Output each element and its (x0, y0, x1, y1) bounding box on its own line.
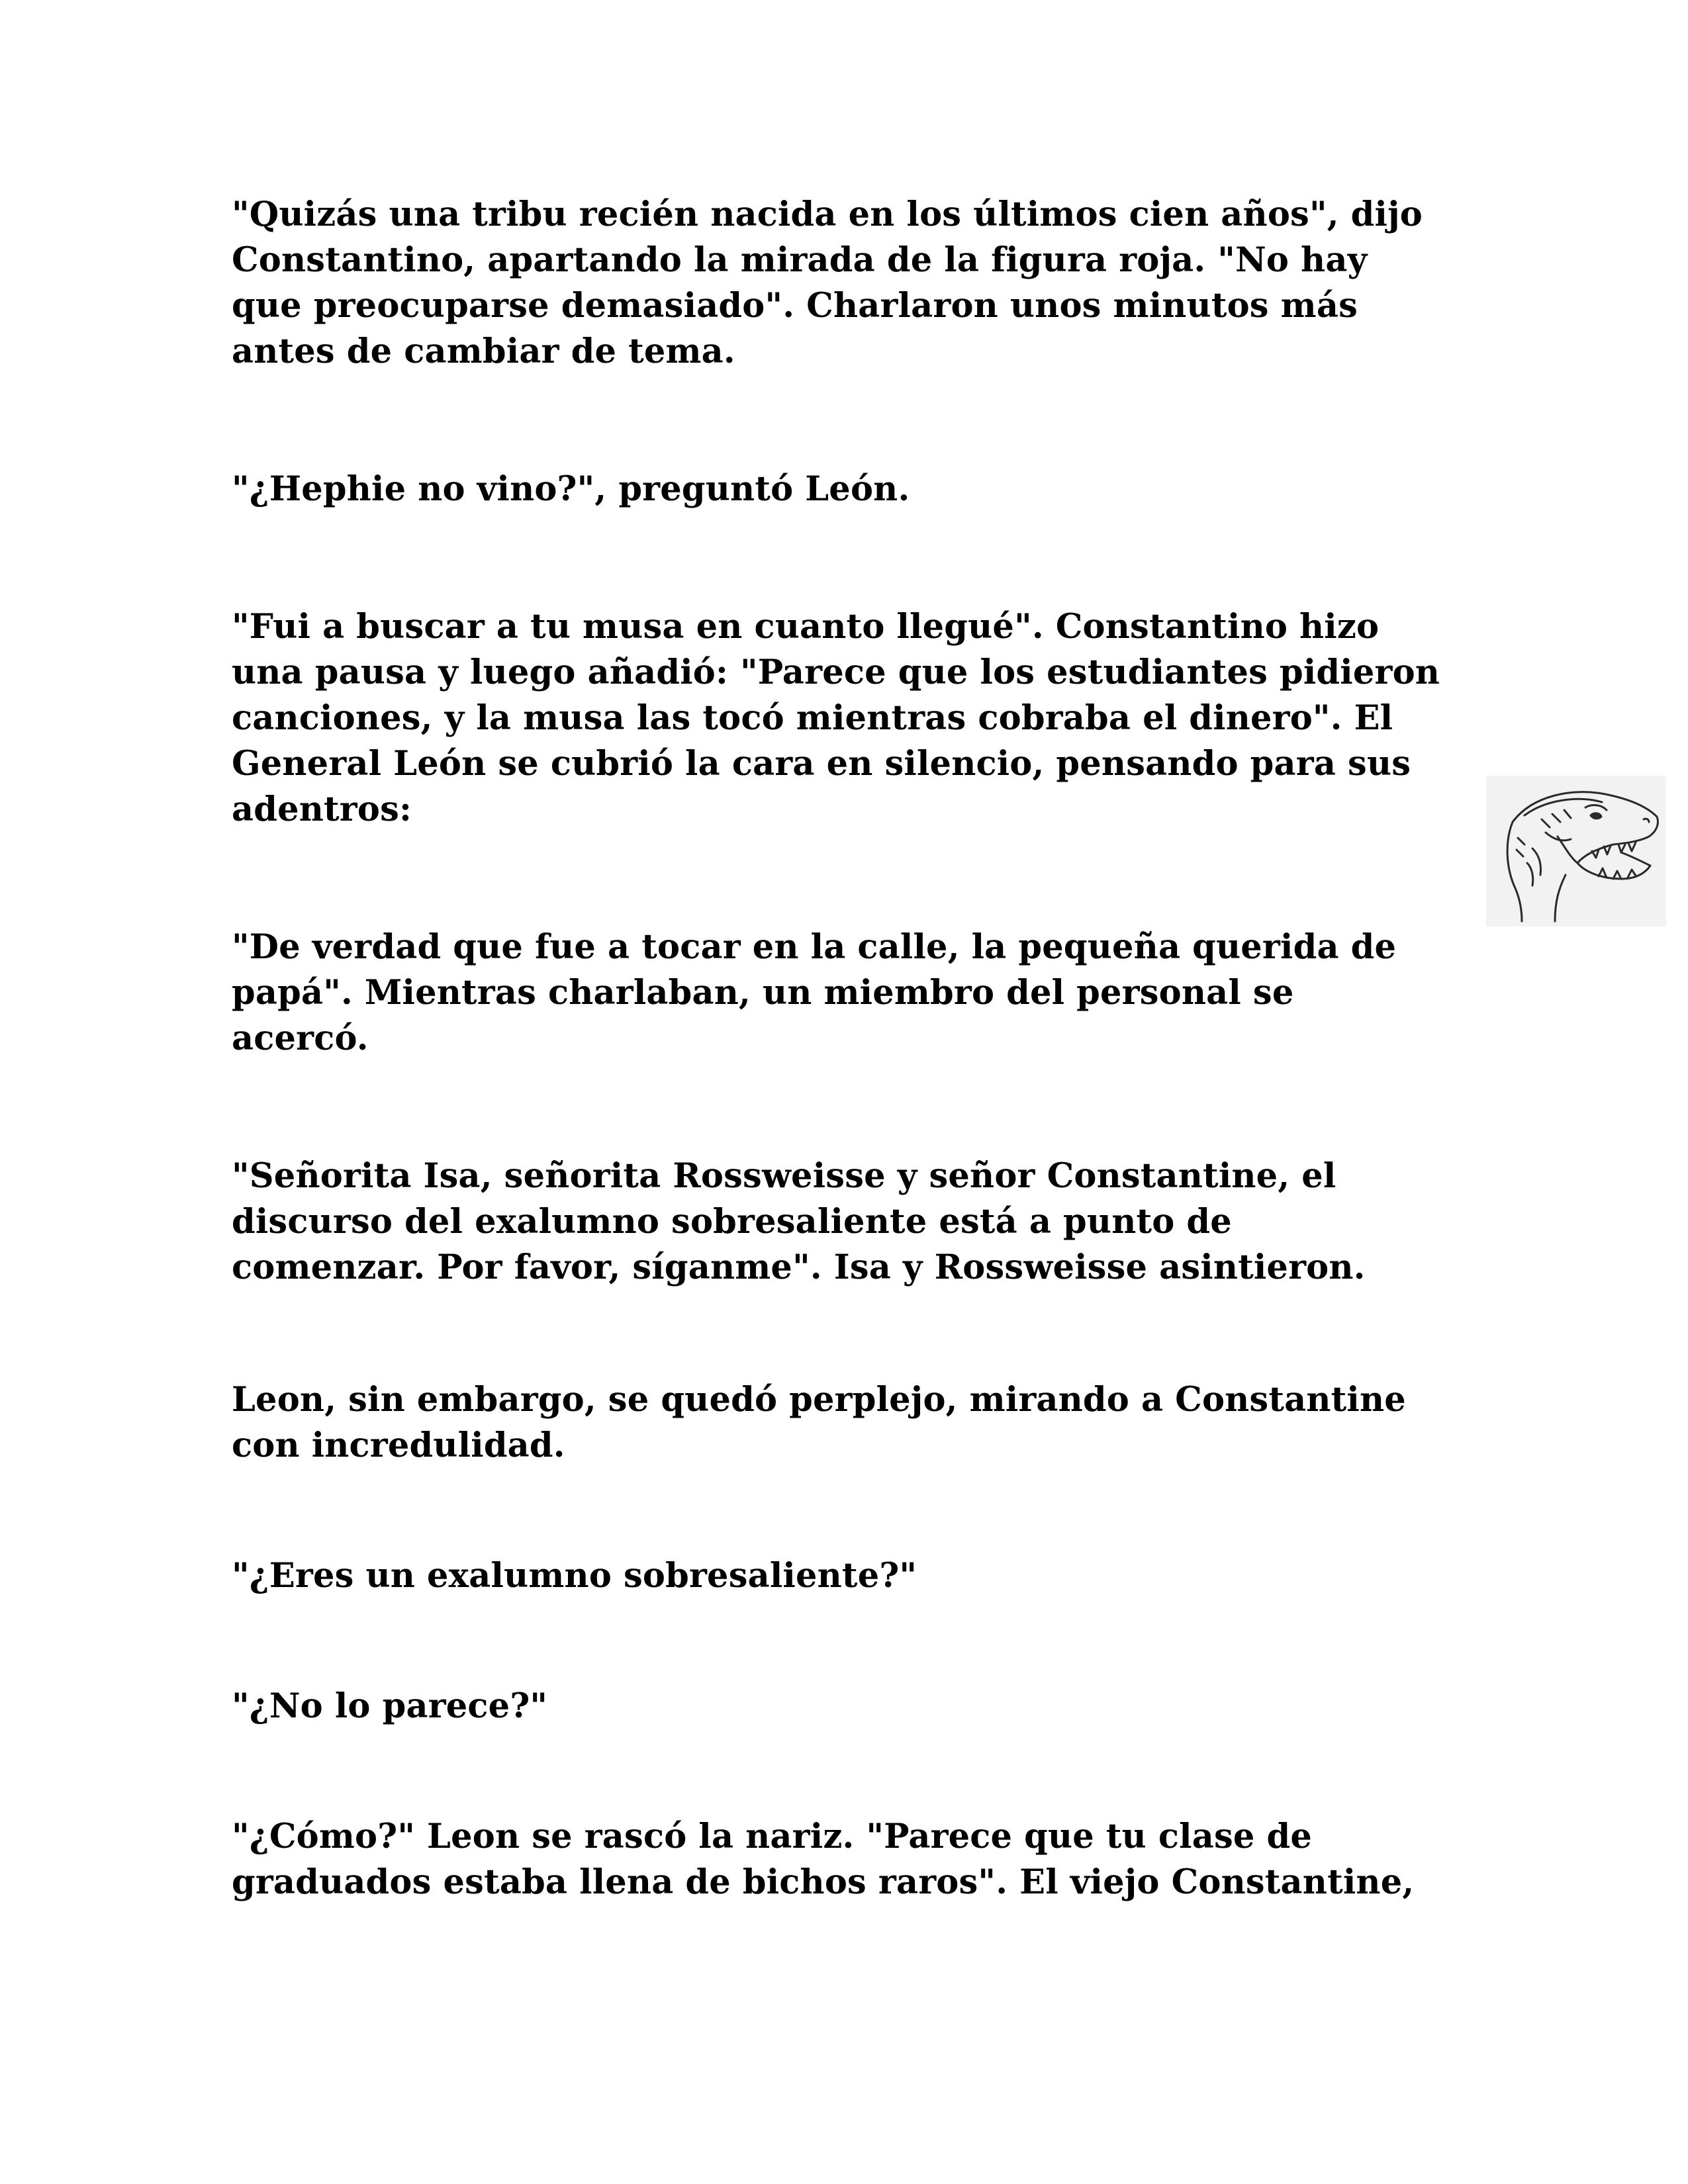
paragraph-2: "¿Hephie no vino?", preguntó León. (232, 469, 910, 509)
paragraph-3: "Fui a buscar a tu musa en cuanto llegué". Constantino hizo una pausa y luego añadió: "Parece que los estudiantes pidieron canciones, y la musa las tocó mientras cobraba el dinero". El General León se cubrió la cara en silencio, pensando para sus adentros: (232, 607, 1440, 829)
paragraph-7: "¿Eres un exalumno sobresaliente?" (232, 1556, 917, 1596)
paragraph-6: Leon, sin embargo, se quedó perplejo, mirando a Constantine con incredulidad. (232, 1380, 1406, 1465)
dinosaur-head-sketch-icon (1486, 776, 1666, 927)
body-text (232, 192, 1489, 1905)
paragraph-5: "Señorita Isa, señorita Rossweisse y señor Constantine, el discurso del exalumno sobresaliente está a punto de comenzar. Por favor, síganme". Isa y Rossweisse asintieron. (232, 1156, 1366, 1287)
paragraph-1: "Quizás una tribu recién nacida en los últimos cien años", dijo Constantino, apartando la mirada de la figura roja. "No hay que preocuparse demasiado". Charlaron unos minutos más antes de cambiar de tema. (232, 195, 1423, 371)
paragraph-8: "¿No lo parece?" (232, 1686, 548, 1726)
paragraph-9: "¿Cómo?" Leon se rascó la nariz. "Parece que tu clase de graduados estaba llena de bichos raros". El viejo Constantine, (232, 1817, 1415, 1902)
paragraph-4: "De verdad que fue a tocar en la calle, la pequeña querida de papá". Mientras charlaban, un miembro del personal se acercó. (232, 927, 1397, 1058)
